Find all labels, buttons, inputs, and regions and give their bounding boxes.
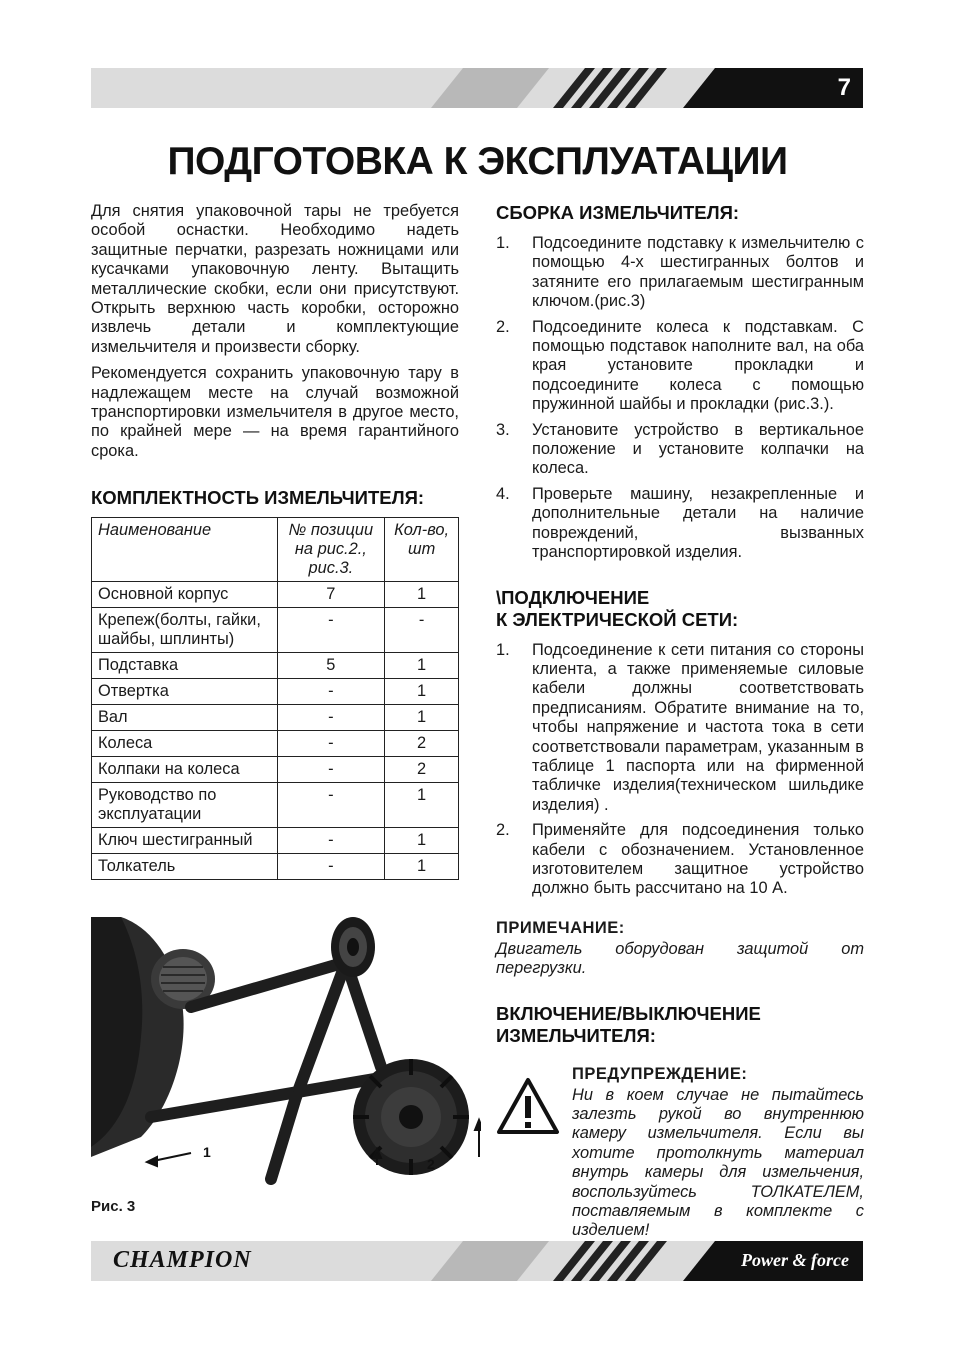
intro-paragraph: Для снятия упаковочной тары не требуется особой оснастки. Необходимо надеть защитные перчатки, разрезать ножницами или кусачками упаковочную ленту. Вытащить металлические скобки, если они присутствуют. Открыть верхнюю часть коробки, осторожно извлечь детали и комплектующие измельчителя и произвести сборку. bbox=[91, 202, 459, 356]
champion-logo: CHAMPION bbox=[113, 1247, 252, 1273]
item-name: Крепеж(болты, гайки, шайбы, шплинты) bbox=[92, 608, 278, 653]
item-quantity: 1 bbox=[385, 783, 459, 828]
onoff-heading bbox=[496, 1003, 864, 1047]
header-band-graphic bbox=[91, 68, 863, 108]
footer-tagline: Power & force bbox=[741, 1250, 849, 1270]
callout-label-2: 2 bbox=[427, 1156, 435, 1172]
list-item bbox=[496, 641, 864, 816]
footer-band bbox=[91, 1241, 863, 1281]
warning-triangle-icon bbox=[496, 1077, 560, 1135]
kit-heading: КОМПЛЕКТНОСТЬ ИЗМЕЛЬЧИТЕЛЯ: bbox=[91, 487, 425, 509]
item-name: Ключ шестигранный bbox=[92, 828, 278, 854]
assembly-heading: СБОРКА ИЗМЕЛЬЧИТЕЛЯ: bbox=[496, 202, 740, 223]
list-item bbox=[496, 421, 864, 479]
table-row bbox=[92, 582, 459, 608]
table-header-row bbox=[92, 518, 459, 582]
item-position: - bbox=[277, 854, 385, 880]
list-item-text: Применяйте для подсоединения только кабели с обозначением. Установленное изготовителем защитное устройство должно быть рассчитано на 10 А. bbox=[532, 821, 864, 898]
electric-steps bbox=[496, 641, 864, 899]
item-position: 7 bbox=[277, 582, 385, 608]
list-item-number: 3. bbox=[496, 420, 510, 439]
item-position: - bbox=[277, 757, 385, 783]
table-row bbox=[92, 757, 459, 783]
left-column bbox=[91, 202, 459, 880]
item-position: - bbox=[277, 828, 385, 854]
right-column bbox=[496, 202, 864, 1241]
electric-heading-line2: К ЭЛЕКТРИЧЕСКОЙ СЕТИ: bbox=[496, 608, 739, 630]
item-position: - bbox=[277, 679, 385, 705]
list-item-text: Подсоединение к сети питания со стороны клиента, а также применяемые силовые кабели должны соответствовать предписаниям. Обратите внимание на то, чтобы напряжение и частота тока в сети соответствовали параметрам, указанным в таблице 1 паспорта или на фирменной табличке изделия(техническом шильдике изделия) . bbox=[532, 640, 864, 814]
item-quantity: 1 bbox=[385, 854, 459, 880]
item-position: - bbox=[277, 608, 385, 653]
table-row bbox=[92, 653, 459, 679]
onoff-heading-line1: ВКЛЮЧЕНИЕ/ВЫКЛЮЧЕНИЕ bbox=[496, 1002, 761, 1024]
electric-heading-line1: \ПОДКЛЮЧЕНИЕ bbox=[496, 586, 650, 608]
table-row bbox=[92, 679, 459, 705]
onoff-heading-line2: ИЗМЕЛЬЧИТЕЛЯ: bbox=[496, 1024, 656, 1046]
item-position: 5 bbox=[277, 653, 385, 679]
item-name: Колпаки на колеса bbox=[92, 757, 278, 783]
column-header-quantity: Кол-во, шт bbox=[385, 518, 459, 582]
item-quantity: 1 bbox=[385, 582, 459, 608]
list-item bbox=[496, 318, 864, 415]
warning-title: ПРЕДУПРЕЖДЕНИЕ: bbox=[572, 1064, 748, 1083]
table-row bbox=[92, 854, 459, 880]
warning-body bbox=[572, 1065, 864, 1241]
list-item bbox=[496, 234, 864, 312]
table-row bbox=[92, 705, 459, 731]
item-name: Колеса bbox=[92, 731, 278, 757]
intro-paragraph: Рекомендуется сохранить упаковочную тару в надлежащем месте на случай возможной транспортировки измельчителя в другое место, по крайней мере — на время гарантийного срока. bbox=[91, 364, 459, 460]
kit-table bbox=[91, 517, 459, 880]
list-item-number: 4. bbox=[496, 484, 510, 503]
figure-caption: Рис. 3 bbox=[91, 1198, 136, 1215]
item-name: Подставка bbox=[92, 653, 278, 679]
table-row bbox=[92, 608, 459, 653]
warning-text: Ни в коем случае не пытайтесь залезть рукой во внутреннюю камеру измельчителя. Если вы хотите протолкнуть материал внутрь камеры для измельчения, воспользуйтесь ТОЛКАТЕЛЕМ, поставляемым в комплекте с изделием! bbox=[572, 1085, 864, 1240]
list-item-number: 1. bbox=[496, 640, 510, 659]
item-name: Основной корпус bbox=[92, 582, 278, 608]
list-item-number: 2. bbox=[496, 317, 510, 336]
item-position: - bbox=[277, 705, 385, 731]
item-quantity: 2 bbox=[385, 757, 459, 783]
shredder-stand-illustration bbox=[91, 917, 481, 1185]
item-name: Отвертка bbox=[92, 679, 278, 705]
column-header-position: № позиции на рис.2., рис.3. bbox=[277, 518, 385, 582]
item-position: - bbox=[277, 731, 385, 757]
list-item-text: Подсоедините подставку к измельчителю с помощью 4-х шестигранных болтов и затяните его прилагаемым шестигранным ключом.(рис.3) bbox=[532, 234, 864, 311]
list-item-text: Подсоедините колеса к подставкам. С помощью подставок наполните вал, на оба края установите прокладки и подсоедините колеса с помощью пружинной шайбы и прокладки (рис.3.). bbox=[532, 317, 864, 414]
item-quantity: 1 bbox=[385, 828, 459, 854]
item-name: Толкатель bbox=[92, 854, 278, 880]
item-name: Руководство по эксплуатации bbox=[92, 783, 278, 828]
assembly-steps bbox=[496, 234, 864, 563]
figure-3-photo bbox=[91, 917, 481, 1185]
item-quantity: - bbox=[385, 608, 459, 653]
item-quantity: 1 bbox=[385, 679, 459, 705]
note-block bbox=[496, 919, 864, 979]
list-item-text: Установите устройство в вертикальное положение и установите колпачки на колеса. bbox=[532, 420, 864, 478]
list-item bbox=[496, 485, 864, 563]
table-row bbox=[92, 828, 459, 854]
list-item bbox=[496, 821, 864, 899]
item-name: Вал bbox=[92, 705, 278, 731]
column-header-name: Наименование bbox=[92, 518, 278, 582]
header-band bbox=[91, 68, 863, 108]
page-title: ПОДГОТОВКА К ЭКСПЛУАТАЦИИ bbox=[167, 140, 788, 183]
item-quantity: 1 bbox=[385, 653, 459, 679]
electric-heading bbox=[496, 587, 864, 631]
item-position: - bbox=[277, 783, 385, 828]
item-quantity: 1 bbox=[385, 705, 459, 731]
table-row bbox=[92, 783, 459, 828]
item-quantity: 2 bbox=[385, 731, 459, 757]
list-item-number: 2. bbox=[496, 821, 510, 840]
page-number: 7 bbox=[837, 74, 851, 101]
list-item-number: 1. bbox=[496, 234, 510, 252]
warning-block bbox=[496, 1065, 864, 1241]
table-row bbox=[92, 731, 459, 757]
callout-label-1: 1 bbox=[203, 1144, 211, 1160]
note-text: Двигатель оборудован защитой от перегрузки. bbox=[496, 939, 864, 978]
list-item-text: Проверьте машину, незакрепленные и дополнительные детали на наличие повреждений, вызванных транспортировкой изделия. bbox=[532, 484, 864, 562]
note-title: ПРИМЕЧАНИЕ: bbox=[496, 918, 625, 937]
